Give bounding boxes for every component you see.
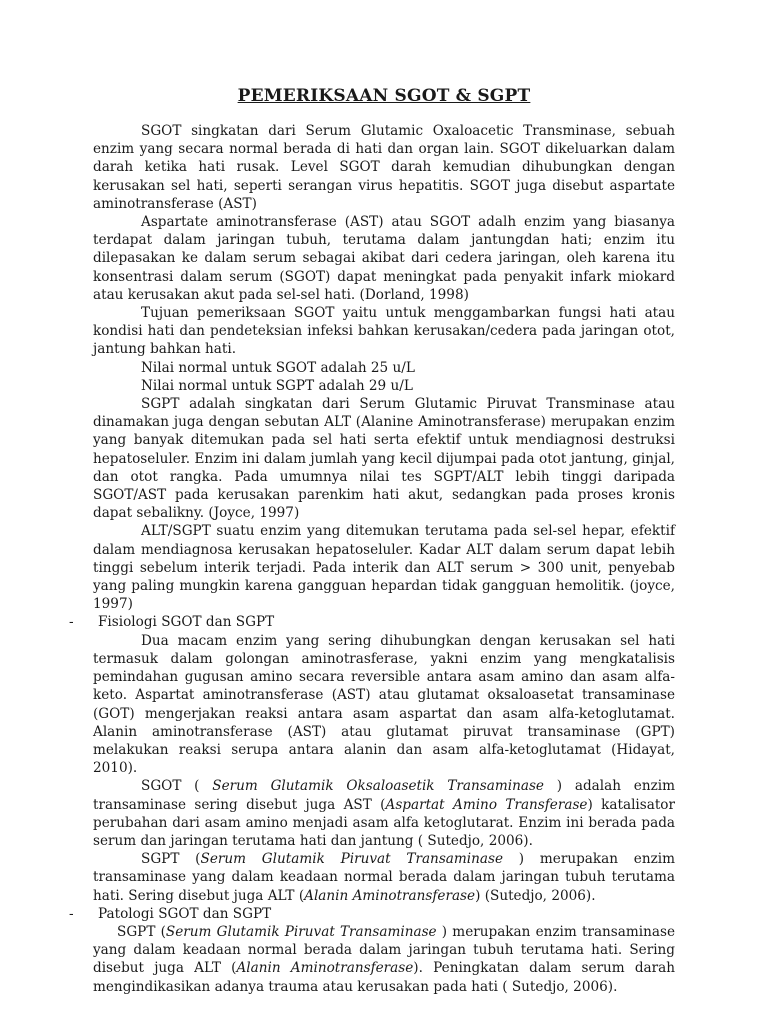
italic-term: Alanin Aminotransferase bbox=[304, 887, 476, 904]
italic-term: Aspartat Amino Transferase bbox=[385, 796, 588, 813]
paragraph-sgot-purpose: Tujuan pemeriksaan SGOT yaitu untuk menggambarkan fungsi hati atau kondisi hati dan pendeteksian infeksi bahkan kerusakan/cedera pada jaringan otot, jantung bahkan hati. bbox=[93, 305, 675, 358]
italic-term: Serum Glutamik Oksaloasetik Transaminase bbox=[212, 778, 544, 795]
paragraph-sgpt-normal-value: Nilai normal untuk SGPT adalah 29 u/L bbox=[141, 377, 413, 394]
paragraph-sgpt-pathology: SGPT (Serum Glutamik Piruvat Transaminase ) merupakan enzim transaminase yang dalam keadaan normal berada dalam jaringan tubuh terutama hati. Sering disebut juga ALT (Alanin Aminotransferase). Peningkatan dalam serum darah mengindikasikan adanya trauma atau kerusakan pada hati ( Sutedjo, 2006). bbox=[93, 923, 675, 995]
italic-term: Serum Glutamik Piruvat Transaminase bbox=[200, 851, 504, 868]
section-heading-fisiologi bbox=[69, 613, 675, 631]
heading-patologi-text: Patologi SGOT dan SGPT bbox=[98, 905, 272, 922]
paragraph-sgot-normal-value: Nilai normal untuk SGOT adalah 25 u/L bbox=[141, 359, 415, 376]
paragraph-sgot-definition: SGOT singkatan dari Serum Glutamic Oxaloacetic Transminase, sebuah enzim yang secara normal berada di hati dan organ lain. SGOT dikeluarkan dalam darah ketika hati rusak. Level SGOT darah kemudian dihubungkan dengan kerusakan sel hati, seperti serangan virus hepatitis. SGOT juga disebut aspartate aminotransferase (AST) bbox=[93, 123, 675, 212]
paragraph-sgpt-transaminase: SGPT (Serum Glutamik Piruvat Transaminase ) merupakan enzim transaminase yang dalam keadaan normal berada dalam jaringan tubuh terutama hati. Sering disebut juga ALT (Alanin Aminotransferase) (Sutedjo, 2006). bbox=[93, 851, 675, 904]
bullet-dash: - bbox=[69, 614, 74, 631]
paragraph-sgpt-definition: SGPT adalah singkatan dari Serum Glutamic Piruvat Transminase atau dinamakan juga dengan sebutan ALT (Alanine Aminotransferase) merupakan enzim yang banyak ditemukan pada sel hati serta efektif untuk mendiagnosi destruksi hepatoseluler. Enzim ini dalam jumlah yang kecil dijumpai pada otot jantung, ginjal, dan otot rangka. Pada umumnya nilai tes SGPT/ALT lebih tinggi daripada SGOT/AST pada kerusakan parenkim hati akut, sedangkan pada proses kronis dapat sebalikny. (Joyce, 1997) bbox=[93, 396, 675, 522]
paragraph-sgot-transaminase: SGOT ( Serum Glutamik Oksaloasetik Transaminase ) adalah enzim transaminase sering disebut juga AST (Aspartat Amino Transferase) katalisator perubahan dari asam amino menjadi asam alfa ketoglutarat. Enzim ini berada pada serum dan jaringan terutama hati dan jantung ( Sutedjo, 2006). bbox=[93, 778, 675, 849]
italic-term: Serum Glutamik Piruvat Transaminase bbox=[165, 923, 437, 940]
italic-term: Alanin Aminotransferase bbox=[236, 960, 414, 977]
section-heading-patologi bbox=[69, 905, 675, 923]
document-title: PEMERIKSAAN SGOT & SGPT bbox=[237, 86, 531, 106]
bullet-dash: - bbox=[69, 905, 74, 922]
document-body bbox=[69, 122, 675, 996]
paragraph-alt-sgpt: ALT/SGPT suatu enzim yang ditemukan terutama pada sel-sel hepar, efektif dalam mendiagnosa kerusakan hepatoseluler. Kadar ALT dalam serum dapat lebih tinggi sebelum interik terjadi. Pada interik dan ALT serum > 300 unit, penyebab yang paling mungkin karena gangguan hepardan tidak gangguan hemolitik. (joyce, 1997) bbox=[93, 523, 675, 613]
paragraph-aminotransferase: Dua macam enzim yang sering dihubungkan dengan kerusakan sel hati termasuk dalam golongan aminotrasferase, yakni enzim yang mengkatalisis pemindahan gugusan amino secara reversible antara asam amino dan asam alfa-keto. Aspartat aminotransferase (AST) atau glutamat oksaloasetat transaminase (GOT) mengerjakan reaksi antara asam aspartat dan asam alfa-ketoglutamat. Alanin aminotransferase (AST) atau glutamat piruvat transaminase (GPT) melakukan reaksi serupa antara alanin dan asam alfa-ketoglutamat (Hidayat, 2010). bbox=[93, 632, 675, 777]
paragraph-ast-description: Aspartate aminotransferase (AST) atau SGOT adalh enzim yang biasanya terdapat dalam jaringan tubuh, terutama dalam jantungdan hati; enzim itu dilepasakan ke dalam serum sebagai akibat dari cedera jaringan, oleh karena itu konsentrasi dalam serum (SGOT) dapat meningkat pada penyakit infark miokard atau kerusakan akut pada sel-sel hati. (Dorland, 1998) bbox=[93, 214, 675, 303]
heading-fisiologi-text: Fisiologi SGOT dan SGPT bbox=[98, 614, 275, 631]
